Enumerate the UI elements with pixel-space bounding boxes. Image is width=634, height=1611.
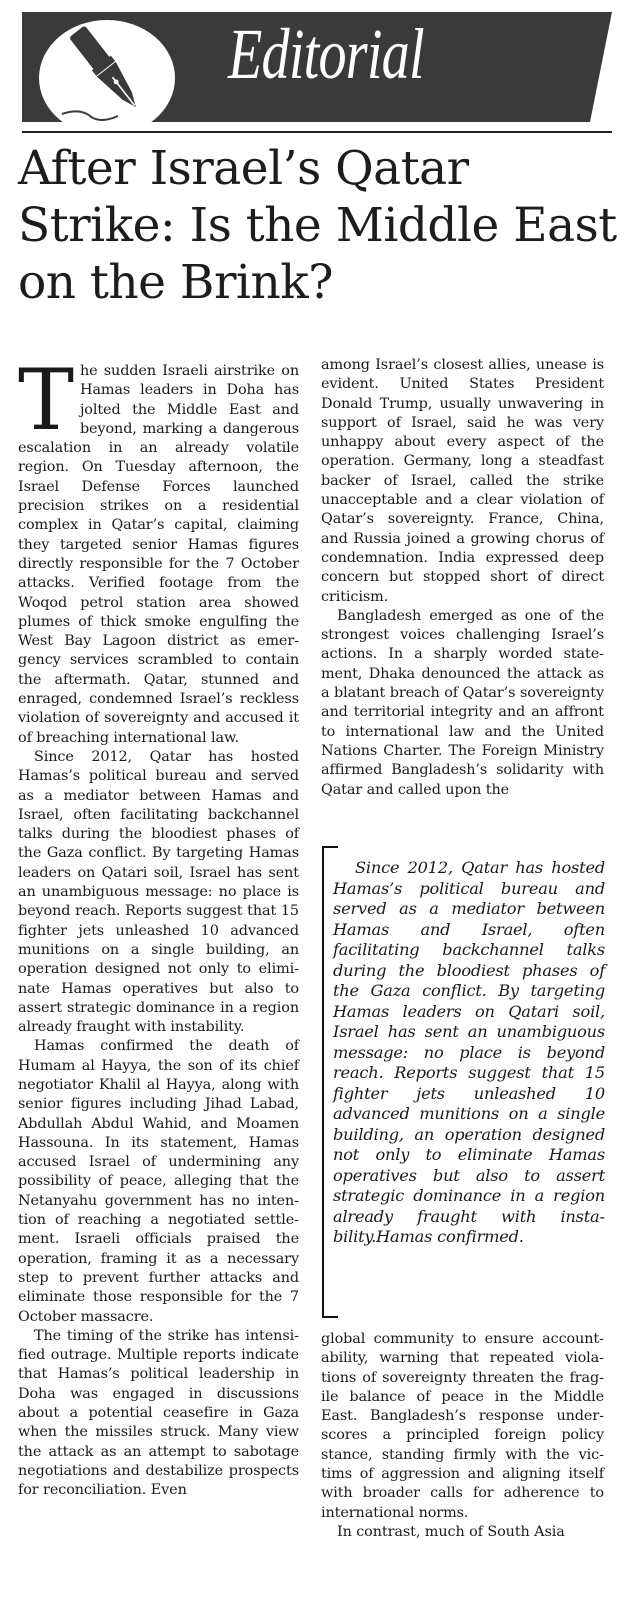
- paragraph: Bangladesh emerged as one of the strongest voices challenging Israel’s actions. In a sharply worded statement, Dhaka denounced the attack as a blatant breach of Qatar’s sovereignty and territorial integrity and an affront to international law and the United Nations Charter. The Foreign Ministry affirmed Bangladesh’s solidarity with Qatar and called upon the: [321, 607, 604, 798]
- drop-cap: T: [18, 351, 74, 449]
- paragraph: The timing of the strike has intensified outrage. Multiple reports indicate that Hamas’s political leadership in Doha was engaged in discussions about a potential ceasefire in Gaza when the missiles struck. Many view the attack as an attempt to sabotage negotiations and destabilize prospects for reconciliation. Even: [18, 1327, 299, 1499]
- header-rule: [22, 131, 612, 133]
- pull-quote-text: Since 2012, Qatar has hosted Hamas’s political bureau and served as a mediator between Hamas and Israel, often facilitating backchannel talks during the bloodiest phases of the Gaza conflict. By targeting Hamas leaders on Qatari soil, Israel has sent an unambiguous message: no place is beyond reach. Reports suggest that 15 fighter jets unleashed 10 advanced munitions on a single building, an operation designed not only to eliminate Hamas operatives but also to assert strategic dominance in a region already fraught with instability.Hamas confirmed.: [333, 858, 605, 1246]
- left-column: [18, 351, 299, 1501]
- article-headline: After Israel’s Qatar Strike: Is the Middle East on the Brink?: [18, 141, 617, 310]
- paragraph: Hamas confirmed the death of Humam al Hayya, the son of its chief negotiator Khalil al Hayya, along with senior figures including Jihad Labad, Abdullah Abdul Wahid, and Moamen Hassouna. In its statement, Hamas accused Israel of undermining any possibility of peace, alleging that the Netanyahu government has no intention of reaching a negotiated settlement. Israeli officials praised the operation, framing it as a necessary step to prevent further attacks and eliminate those responsible for the 7 October massacre.: [18, 1038, 299, 1325]
- paragraph: The sudden Israeli airstrike on Hamas leaders in Doha has jolted the Middle East and beyond, marking a dangerous escalation in an already volatile region. On Tuesday afternoon, the Israel Defense Forces launched precision strikes on a residential complex in Qatar’s capital, claiming they targeted senior Hamas figures directly responsible for the 7 October attacks. Verified footage from the Woqod petrol station area showed plumes of thick smoke engulfing the West Bay Lagoon district as emergency services scrambled to contain the aftermath. Qatar, stunned and enraged, condemned Israel’s reckless violation of sovereignty and accused it of breaching international law.: [18, 351, 299, 746]
- fountain-pen-icon: [32, 16, 182, 136]
- section-title: Editorial: [228, 14, 424, 94]
- paragraph: Since 2012, Qatar has hosted Hamas’s political bureau and served as a mediator between Hamas and Israel, often facilitating backchannel talks during the bloodiest phases of the Gaza conflict. By targeting Hamas leaders on Qatari soil, Israel has sent an unambiguous message: no place is beyond reach. Reports suggest that 15 fighter jets unleashed 10 advanced munitions on a single building, an operation designed not only to eliminate Hamas operatives but also to assert strategic dominance in a region already fraught with instability.: [18, 748, 299, 1036]
- pull-quote-bracket-bottom: [322, 1316, 338, 1318]
- paragraph: In contrast, much of South Asia: [337, 1523, 565, 1540]
- editorial-banner: [22, 12, 612, 122]
- right-column-bottom: [321, 1330, 604, 1542]
- paragraph: global community to ensure accountability, warning that repeated violations of sovereignty threaten the fragile balance of peace in the Middle East. Bangladesh’s response underscores a principled foreign policy stance, standing firmly with the victims of aggression and aligning itself with broader calls for adherence to international norms.: [321, 1331, 604, 1521]
- pull-quote-bracket-left: [322, 846, 324, 1318]
- pull-quote: [322, 846, 606, 1318]
- pull-quote-bracket-top: [322, 846, 338, 848]
- paragraph: among Israel’s closest allies, unease is evident. United States President Donald Trump, usually unwavering in support of Israel, said he was very unhappy about every aspect of the operation. Germany, long a steadfast backer of Israel, called the strike unacceptable and a clear violation of Qatar’s sovereignty. France, China, and Russia joined a growing chorus of condemnation. India expressed deep concern but stopped short of direct criticism.: [321, 357, 604, 605]
- right-column-top: [321, 356, 604, 800]
